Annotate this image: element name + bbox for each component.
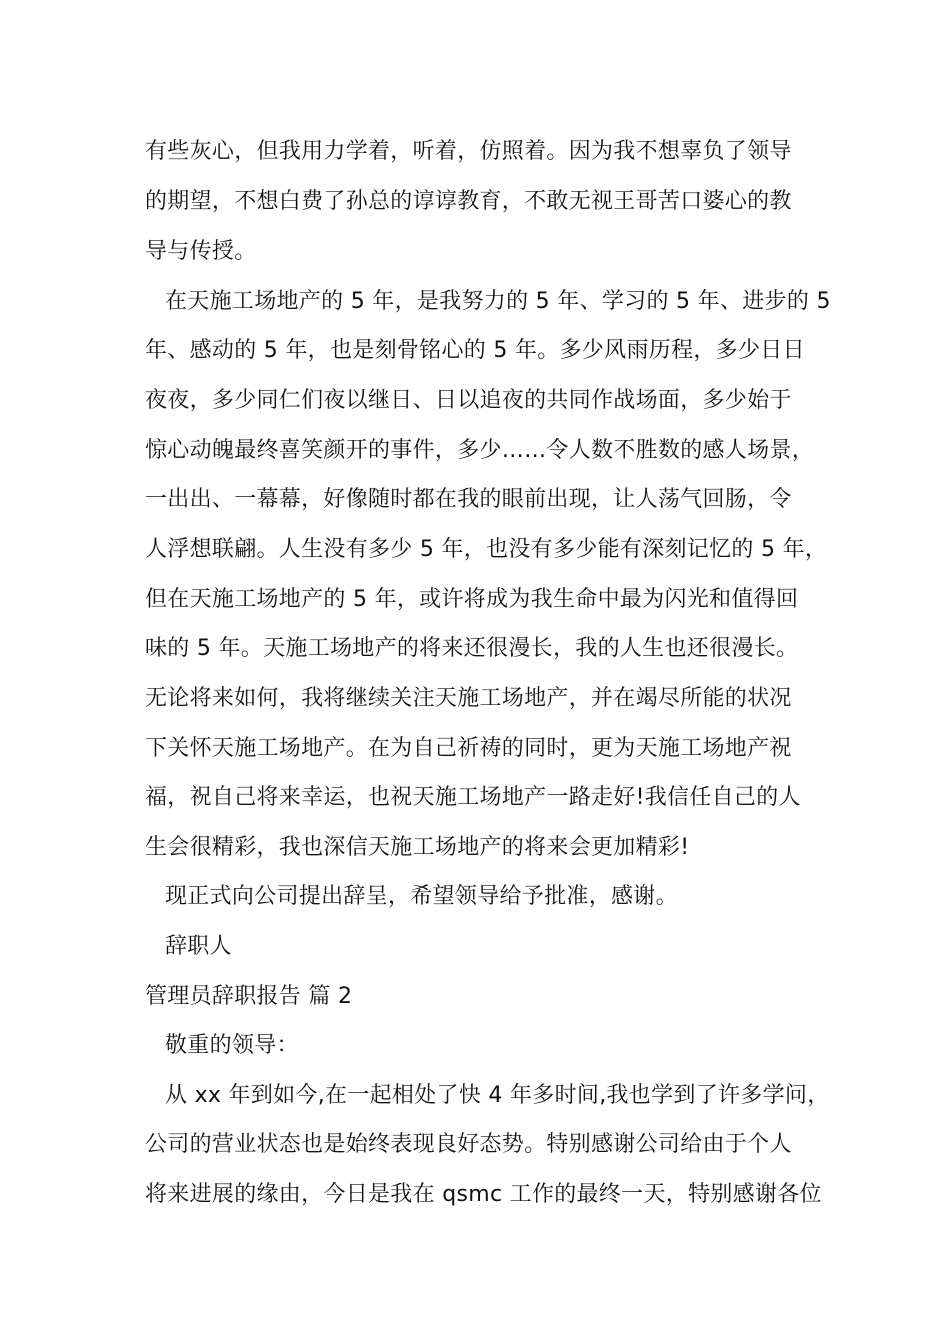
salutation: 敬重的领导： — [165, 1033, 299, 1058]
signature-label: 辞职人 — [165, 934, 232, 959]
text-line: 下关怀天施工场地产。在为自己祈祷的同时，更为天施工场地产祝 — [145, 736, 792, 761]
text-line: 福，祝自己将来幸运，也祝天施工场地产一路走好!我信任自己的人 — [145, 785, 801, 810]
text-line: 导与传授。 — [145, 239, 257, 264]
text-line: 人浮想联翩。人生没有多少 5 年，也没有多少能有深刻记忆的 5 年， — [145, 537, 828, 562]
text-line: 味的 5 年。天施工场地产的将来还很漫长，我的人生也还很漫长。 — [145, 636, 799, 661]
text-line: 从 xx 年到如今,在一起相处了快 4 年多时间,我也学到了许多学问， — [165, 1083, 830, 1108]
text-line: 但在天施工场地产的 5 年，或许将成为我生命中最为闪光和值得回 — [145, 587, 799, 612]
text-line: 的期望，不想白费了孙总的谆谆教育，不敢无视王哥苦口婆心的教 — [145, 189, 792, 214]
text-line: 有些灰心，但我用力学着，听着，仿照着。因为我不想辜负了领导 — [145, 139, 792, 164]
text-line: 生会很精彩，我也深信天施工场地产的将来会更加精彩! — [145, 835, 690, 860]
text-line: 将来进展的缘由，今日是我在 qsmc 工作的最终一天，特别感谢各位 — [145, 1182, 822, 1207]
text-line: 现正式向公司提出辞呈，希望领导给予批准，感谢。 — [165, 884, 678, 909]
text-line: 惊心动魄最终喜笑颜开的事件，多少……令人数不胜数的感人场景， — [145, 438, 815, 463]
text-line: 夜夜，多少同仁们夜以继日、日以追夜的共同作战场面，多少始于 — [145, 388, 792, 413]
text-line: 公司的营业状态也是始终表现良好态势。特别感谢公司给由于个人 — [145, 1132, 792, 1157]
text-line: 一出出、一幕幕，好像随时都在我的眼前出现，让人荡气回肠，令 — [145, 487, 792, 512]
text-line: 在天施工场地产的 5 年，是我努力的 5 年、学习的 5 年、进步的 5 — [165, 289, 831, 314]
text-line: 年、感动的 5 年，也是刻骨铭心的 5 年。多少风雨历程，多少日日 — [145, 338, 805, 363]
text-line: 无论将来如何，我将继续关注天施工场地产，并在竭尽所能的状况 — [145, 686, 792, 711]
section-heading: 管理员辞职报告 篇 2 — [145, 984, 353, 1009]
